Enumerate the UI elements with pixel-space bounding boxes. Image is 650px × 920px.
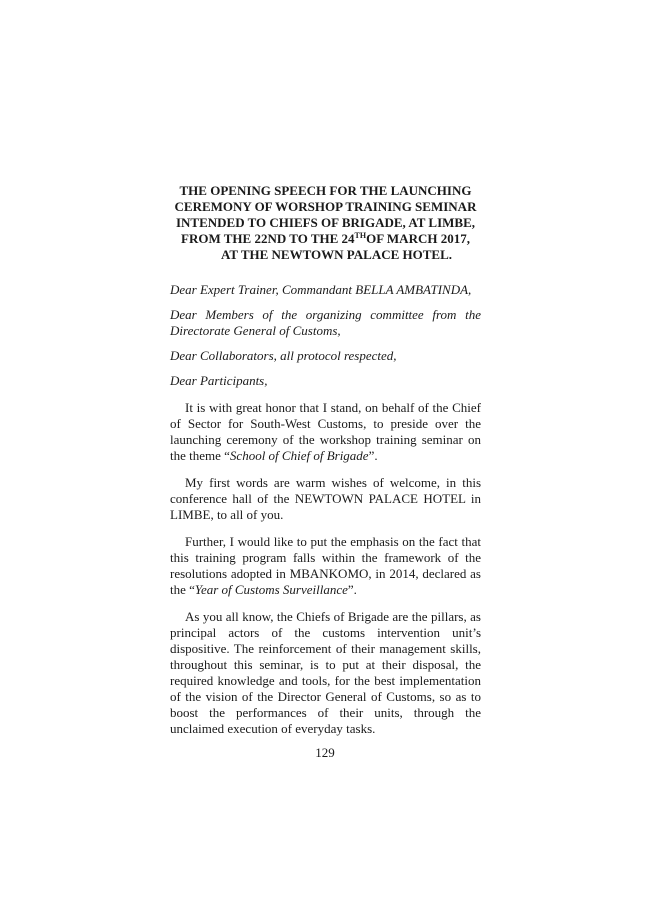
title-line-3: INTENDED TO CHIEFS OF BRIGADE, AT LIMBE, xyxy=(175,215,476,230)
paragraph-welcome: My first words are warm wishes of welcome, in this conference hall of the NEWTOWN PALACE HOTEL in LIMBE, to all of you. xyxy=(170,475,481,522)
paragraph-framework-end: ”. xyxy=(347,582,357,597)
title-line-4-post: OF MARCH 2017, xyxy=(366,231,470,246)
seminar-theme: School of Chief of Brigade xyxy=(229,448,369,463)
salutation-participants: Dear Participants, xyxy=(170,373,268,388)
salutation-expert-trainer: Dear Expert Trainer, Commandant BELLA AMBATINDA, xyxy=(170,282,472,297)
title-line-5: AT THE NEWTOWN PALACE HOTEL. xyxy=(220,247,453,262)
title-superscript: TH xyxy=(354,231,367,240)
paragraph-honor xyxy=(170,400,481,464)
paragraph-chiefs-of-brigade: As you all know, the Chiefs of Brigade are the pillars, as principal actors of the customs intervention unit’s dispositive. The reinforcement of their management skills, throughout this seminar, is to put at their disposal, the required knowledge and tools, for the best implementation of the vision of the Director General of Customs, so as to boost the performances of their units, through the unclaimed execution of everyday tasks. xyxy=(170,609,481,736)
title-line-4-pre: FROM THE 22ND TO THE 24 xyxy=(181,231,355,246)
paragraph-framework-text: Further, I would like to put the emphasis on the fact that this training program falls within the framework of the resolutions adopted in MBANKOMO, in 2014, declared as the “ xyxy=(170,534,481,597)
document-page xyxy=(170,183,481,748)
title-line-1: THE OPENING SPEECH FOR THE LAUNCHING xyxy=(179,183,472,198)
document-title xyxy=(170,183,481,263)
year-designation: Year of Customs Surveillance xyxy=(194,582,348,597)
paragraph-framework xyxy=(170,534,481,598)
salutation-organizing-committee: Dear Members of the organizing committee from the Directorate General of Customs, xyxy=(170,307,481,338)
salutation-collaborators: Dear Collaborators, all protocol respected, xyxy=(170,348,397,363)
paragraph-honor-text: It is with great honor that I stand, on behalf of the Chief of Sector for South-West Customs, to preside over the launching ceremony of the workshop training seminar on the theme “ xyxy=(170,400,481,463)
paragraph-honor-end: ”. xyxy=(368,448,378,463)
title-line-4 xyxy=(170,231,481,247)
title-line-2: CEREMONY OF WORSHOP TRAINING SEMINAR xyxy=(174,199,477,214)
page-number: 129 xyxy=(315,745,335,760)
